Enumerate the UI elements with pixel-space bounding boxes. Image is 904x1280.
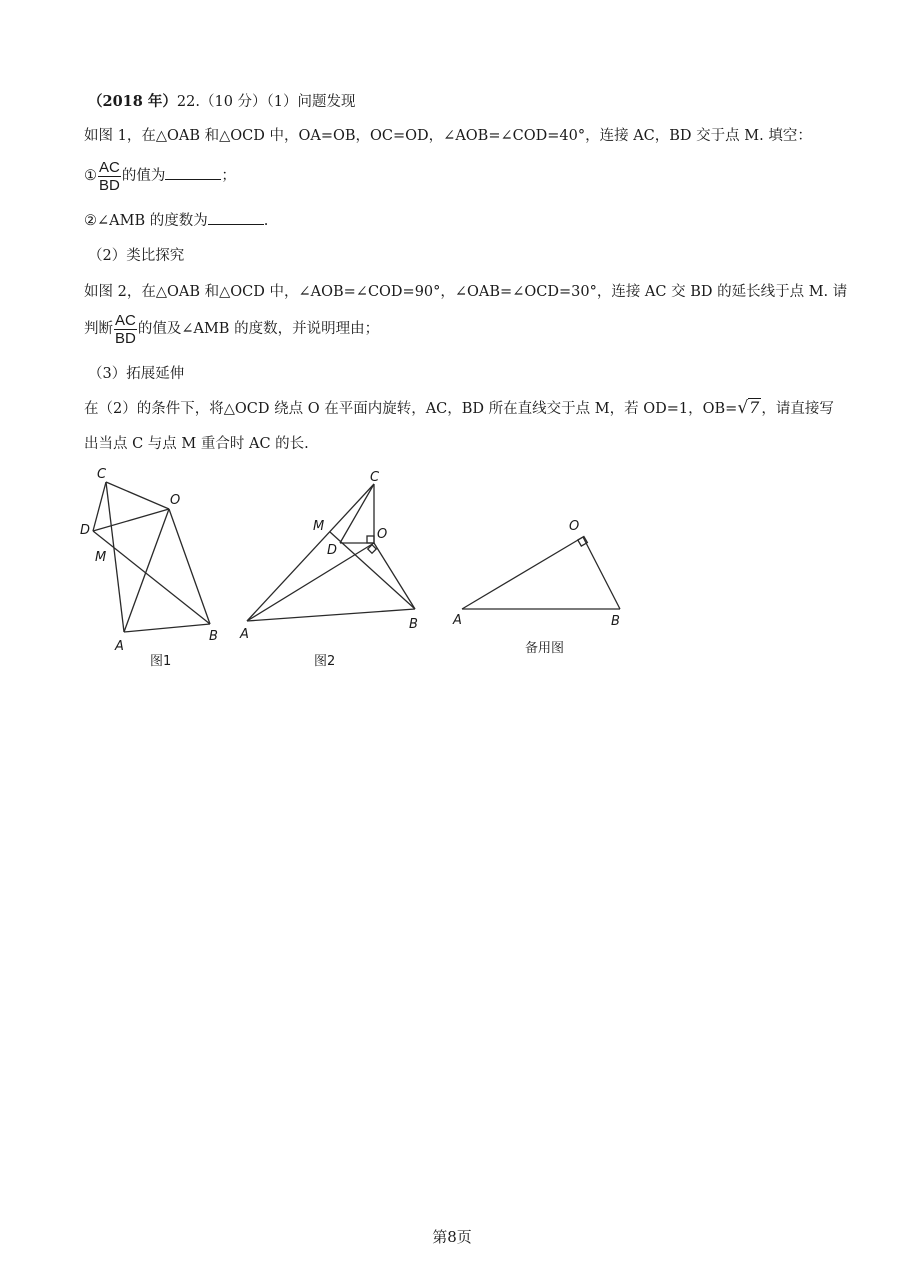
part2-line2-prefix: 判断 (84, 321, 113, 337)
item1-marker: ① (84, 168, 97, 184)
part2-line2 (84, 311, 379, 347)
fraction-numerator-2: AC (115, 311, 136, 329)
answer-blank-1[interactable] (165, 165, 221, 180)
fig1-label-A: A (115, 639, 124, 654)
fig3-right-angle-mark (578, 537, 588, 547)
fig2-label-M: M (313, 519, 325, 534)
fig1-segment-AC (106, 482, 124, 632)
ratio-fraction-2 (114, 312, 137, 347)
fig1-label-M: M (95, 550, 107, 565)
fig1-segment-BD (93, 531, 210, 624)
part3-line1-a: 在（2）的条件下，将△OCD 绕点 O 在平面内旋转，AC，BD 所在直线交于点 M，若 OD=1，OB= (84, 401, 738, 417)
part2-line1: 如图 2，在△OAB 和△OCD 中，∠AOB=∠COD=90°，∠OAB=∠OCD=30°，连接 AC 交 BD 的延长线于点 M. 请 (84, 284, 848, 300)
fig3-label-A: A (453, 613, 462, 628)
fraction-denominator-2: BD (115, 329, 136, 347)
fraction-denominator: BD (99, 176, 120, 194)
figures-svg (0, 460, 904, 680)
part1-item1 (84, 158, 236, 194)
fig2-label-B: B (409, 617, 418, 632)
answer-blank-2[interactable] (208, 210, 264, 225)
fig2-label-A: A (240, 627, 249, 642)
part3-line1-b: ，请直接写 (761, 401, 834, 417)
fig3-label-O: O (569, 519, 580, 534)
figure-1 (93, 482, 210, 632)
part1-intro: 如图 1，在△OAB 和△OCD 中，OA=OB，OC=OD，∠AOB=∠COD=40°，连接 AC，BD 交于点 M. 填空： (84, 128, 812, 144)
part1-title: （1）问题发现 (266, 94, 356, 110)
part2-line2-text: 的值及∠AMB 的度数，并说明理由； (137, 321, 380, 337)
part1-item2 (84, 210, 268, 231)
fig1-segment-OD (93, 509, 169, 531)
item2-text: ②∠AMB 的度数为 (84, 213, 208, 229)
sqrt-symbol: √ (737, 398, 749, 418)
item1-text: 的值为 (121, 168, 166, 184)
part3-title: （3）拓展延伸 (88, 366, 185, 382)
fig2-segment-AC (247, 484, 374, 621)
part2-title: （2）类比探究 (88, 248, 185, 264)
fig2-segment-AB (247, 609, 415, 621)
fig1-label-B: B (209, 629, 218, 644)
fig1-label-C: C (97, 467, 107, 482)
item2-end: . (263, 213, 269, 229)
question-year: （2018 年） (88, 93, 177, 110)
fig1-segment-AB (124, 624, 210, 632)
fig3-segment-OA (462, 537, 583, 609)
part3-line1 (84, 398, 834, 419)
fig1-segment-OA (124, 509, 169, 632)
fig2-segment-OB (374, 543, 415, 609)
fraction-numerator: AC (99, 158, 120, 176)
fig3-segment-OB (583, 537, 620, 609)
fig2-label-C: C (370, 470, 380, 485)
ratio-fraction (98, 159, 121, 194)
item1-end: ； (221, 168, 236, 184)
fig2-label-D: D (327, 543, 338, 558)
fig1-label-O: O (170, 493, 181, 508)
fig2-label-O: O (377, 527, 388, 542)
fig1-segment-OB (169, 509, 210, 624)
sqrt-radicand: 7 (749, 398, 760, 417)
page-number: 第8页 (432, 1228, 472, 1246)
fig3-label-B: B (611, 614, 620, 629)
fig3-caption: 备用图 (525, 641, 565, 656)
fig1-segment-CD (93, 482, 106, 531)
question-number: 22.（10 分） (176, 94, 267, 110)
fig2-segment-CD (340, 484, 374, 543)
fig1-label-D: D (80, 523, 91, 538)
fig1-segment-OC (106, 482, 169, 509)
figure-3 (462, 537, 620, 610)
sqrt-seven (737, 398, 761, 419)
question-header (88, 92, 356, 112)
fig1-caption: 图1 (150, 654, 172, 669)
part3-line2: 出当点 C 与点 M 重合时 AC 的长. (84, 436, 309, 452)
fig2-right-angle-mark (367, 536, 374, 543)
fig2-caption: 图2 (314, 654, 336, 669)
